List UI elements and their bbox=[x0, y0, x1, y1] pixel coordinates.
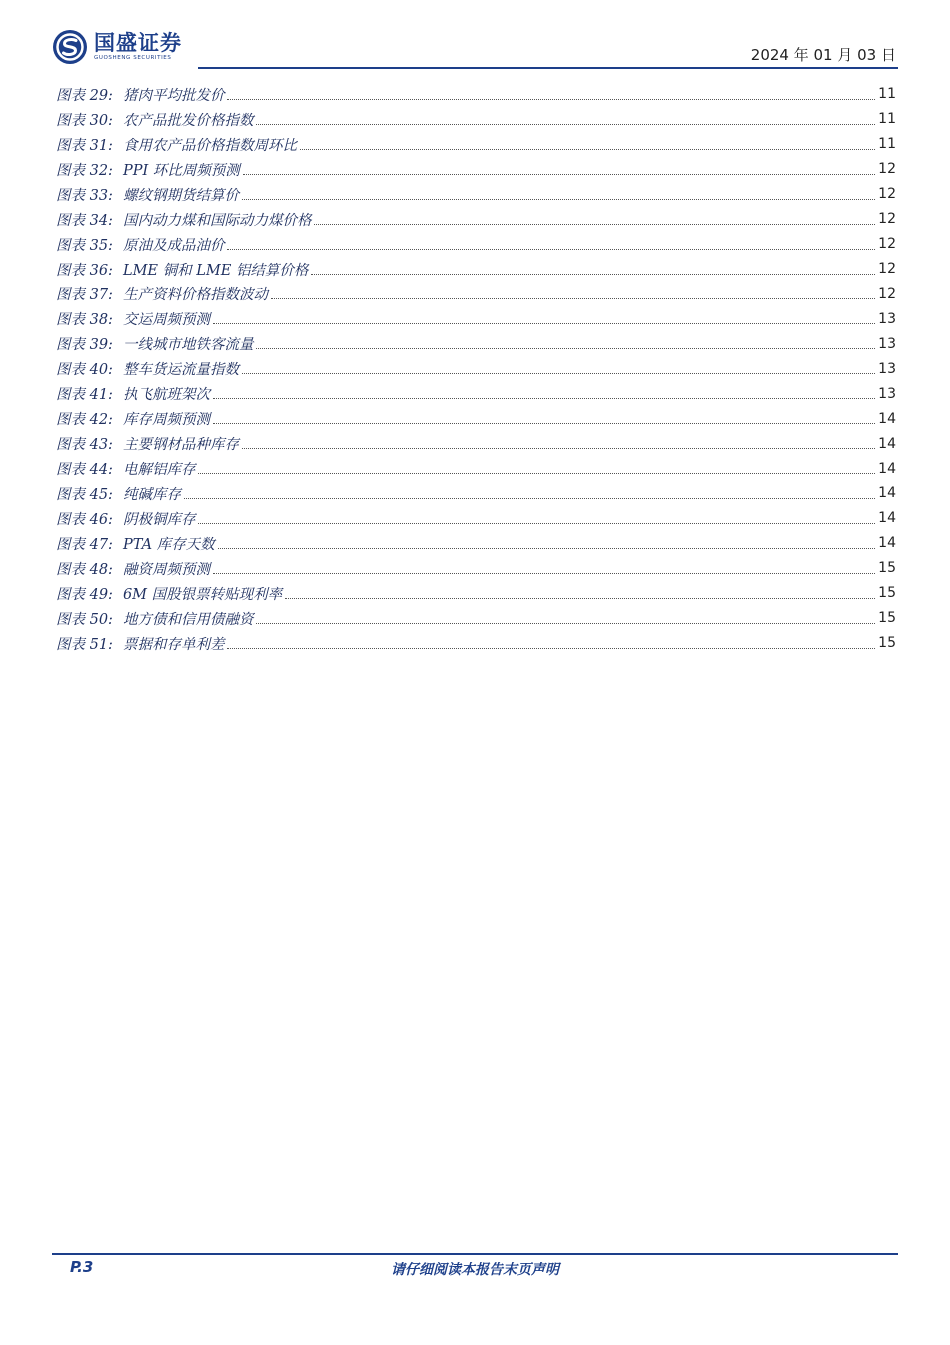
toc-leader-dots bbox=[227, 648, 875, 649]
toc-leader-dots bbox=[256, 623, 875, 624]
toc-figure-label: 图表 40: bbox=[56, 362, 113, 379]
toc-page-number: 12 bbox=[878, 186, 896, 203]
toc-page-number: 13 bbox=[878, 360, 896, 377]
toc-page-number: 14 bbox=[878, 410, 896, 427]
logo-english-name: GUOSHENG SECURITIES bbox=[94, 55, 172, 61]
toc-figure-title: 融资周频预测 bbox=[122, 561, 210, 578]
toc-page-number: 15 bbox=[878, 585, 896, 602]
toc-figure-label: 图表 43: bbox=[56, 437, 113, 454]
page-header bbox=[52, 28, 898, 70]
toc-page-number: 14 bbox=[878, 535, 896, 552]
toc-leader-dots bbox=[213, 323, 875, 324]
toc-entry[interactable] bbox=[56, 406, 896, 431]
toc-page-number: 12 bbox=[878, 211, 896, 228]
toc-figure-label: 图表 47: bbox=[56, 536, 113, 553]
toc-figure-title: 地方债和信用债融资 bbox=[122, 611, 254, 628]
toc-figure-title: 整车货运流量指数 bbox=[122, 362, 239, 379]
toc-entry[interactable] bbox=[56, 82, 896, 107]
toc-entry[interactable] bbox=[56, 631, 896, 656]
toc-leader-dots bbox=[227, 249, 875, 250]
toc-leader-dots bbox=[256, 348, 875, 349]
toc-figure-title: PPI 环比周频预测 bbox=[122, 162, 240, 179]
toc-figure-label: 图表 44: bbox=[56, 462, 113, 479]
toc-figure-label: 图表 31: bbox=[56, 137, 113, 154]
toc-page-number: 14 bbox=[878, 460, 896, 477]
toc-page-number: 11 bbox=[878, 111, 896, 128]
footer-divider bbox=[52, 1253, 898, 1255]
toc-entry[interactable] bbox=[56, 107, 896, 132]
toc-entry[interactable] bbox=[56, 306, 896, 331]
toc-entry[interactable] bbox=[56, 481, 896, 506]
figure-index-list bbox=[56, 82, 896, 656]
toc-entry[interactable] bbox=[56, 356, 896, 381]
toc-figure-label: 图表 35: bbox=[56, 237, 113, 254]
toc-figure-title: 一线城市地铁客流量 bbox=[122, 337, 254, 354]
toc-leader-dots bbox=[300, 149, 875, 150]
toc-figure-title: LME 铜和 LME 铝结算价格 bbox=[122, 262, 309, 279]
guosheng-logo-icon bbox=[52, 29, 88, 65]
toc-entry[interactable] bbox=[56, 232, 896, 257]
toc-entry[interactable] bbox=[56, 282, 896, 307]
toc-entry[interactable] bbox=[56, 182, 896, 207]
toc-page-number: 13 bbox=[878, 385, 896, 402]
toc-leader-dots bbox=[311, 274, 875, 275]
toc-entry[interactable] bbox=[56, 581, 896, 606]
toc-page-number: 12 bbox=[878, 236, 896, 253]
toc-page-number: 13 bbox=[878, 310, 896, 327]
toc-leader-dots bbox=[198, 473, 875, 474]
toc-leader-dots bbox=[271, 298, 875, 299]
toc-page-number: 11 bbox=[878, 86, 896, 103]
toc-page-number: 14 bbox=[878, 485, 896, 502]
toc-entry[interactable] bbox=[56, 381, 896, 406]
toc-entry[interactable] bbox=[56, 431, 896, 456]
disclaimer-text: 请仔细阅读本报告末页声明 bbox=[391, 1262, 559, 1278]
toc-figure-label: 图表 37: bbox=[56, 287, 113, 304]
toc-figure-label: 图表 33: bbox=[56, 187, 113, 204]
toc-leader-dots bbox=[213, 423, 875, 424]
toc-figure-title: 螺纹钢期货结算价 bbox=[122, 187, 239, 204]
page-number: P.3 bbox=[70, 1258, 94, 1276]
toc-figure-title: 阴极铜库存 bbox=[122, 511, 196, 528]
toc-figure-title: 主要钢材品种库存 bbox=[122, 437, 239, 454]
company-logo bbox=[52, 28, 182, 66]
toc-figure-title: 猪肉平均批发价 bbox=[122, 87, 225, 104]
toc-page-number: 12 bbox=[878, 285, 896, 302]
toc-leader-dots bbox=[213, 398, 875, 399]
toc-figure-title: 生产资料价格指数波动 bbox=[122, 287, 268, 304]
toc-figure-title: 食用农产品价格指数周环比 bbox=[122, 137, 297, 154]
toc-page-number: 13 bbox=[878, 335, 896, 352]
toc-leader-dots bbox=[243, 174, 875, 175]
toc-figure-label: 图表 45: bbox=[56, 486, 113, 503]
toc-leader-dots bbox=[218, 548, 876, 549]
toc-figure-label: 图表 32: bbox=[56, 162, 113, 179]
toc-page-number: 15 bbox=[878, 635, 896, 652]
toc-figure-label: 图表 46: bbox=[56, 511, 113, 528]
toc-entry[interactable] bbox=[56, 556, 896, 581]
toc-figure-title: PTA 库存天数 bbox=[122, 536, 215, 553]
toc-figure-title: 票据和存单利差 bbox=[122, 636, 225, 653]
toc-leader-dots bbox=[198, 523, 875, 524]
toc-leader-dots bbox=[242, 373, 875, 374]
toc-figure-label: 图表 51: bbox=[56, 636, 113, 653]
toc-leader-dots bbox=[314, 224, 875, 225]
toc-figure-label: 图表 29: bbox=[56, 87, 113, 104]
toc-figure-title: 农产品批发价格指数 bbox=[122, 112, 254, 129]
toc-page-number: 12 bbox=[878, 161, 896, 178]
toc-leader-dots bbox=[242, 199, 875, 200]
toc-entry[interactable] bbox=[56, 132, 896, 157]
toc-figure-title: 执飞航班架次 bbox=[122, 387, 210, 404]
report-date: 2024 年 01 月 03 日 bbox=[750, 46, 896, 64]
toc-figure-title: 国内动力煤和国际动力煤价格 bbox=[122, 212, 312, 229]
toc-entry[interactable] bbox=[56, 506, 896, 531]
toc-page-number: 14 bbox=[878, 435, 896, 452]
toc-figure-label: 图表 50: bbox=[56, 611, 113, 628]
toc-entry[interactable] bbox=[56, 257, 896, 282]
toc-page-number: 12 bbox=[878, 261, 896, 278]
toc-figure-label: 图表 30: bbox=[56, 112, 113, 129]
toc-page-number: 14 bbox=[878, 510, 896, 527]
toc-figure-title: 原油及成品油价 bbox=[122, 237, 225, 254]
toc-figure-title: 库存周频预测 bbox=[122, 412, 210, 429]
logo-chinese-name: 国盛证券 bbox=[94, 31, 182, 55]
toc-figure-title: 交运周频预测 bbox=[122, 312, 210, 329]
toc-figure-label: 图表 48: bbox=[56, 561, 113, 578]
toc-entry[interactable] bbox=[56, 606, 896, 631]
toc-figure-label: 图表 41: bbox=[56, 387, 113, 404]
toc-entry[interactable] bbox=[56, 157, 896, 182]
header-divider bbox=[198, 67, 898, 69]
toc-leader-dots bbox=[213, 573, 875, 574]
toc-leader-dots bbox=[184, 498, 875, 499]
toc-entry[interactable] bbox=[56, 456, 896, 481]
toc-figure-title: 6M 国股银票转贴现利率 bbox=[122, 586, 283, 603]
toc-leader-dots bbox=[256, 124, 875, 125]
toc-leader-dots bbox=[242, 448, 875, 449]
toc-page-number: 15 bbox=[878, 610, 896, 627]
toc-leader-dots bbox=[285, 598, 875, 599]
toc-figure-label: 图表 38: bbox=[56, 312, 113, 329]
toc-page-number: 15 bbox=[878, 560, 896, 577]
toc-figure-label: 图表 49: bbox=[56, 586, 113, 603]
toc-entry[interactable] bbox=[56, 207, 896, 232]
toc-entry[interactable] bbox=[56, 531, 896, 556]
toc-figure-title: 纯碱库存 bbox=[122, 486, 181, 503]
toc-entry[interactable] bbox=[56, 331, 896, 356]
toc-figure-label: 图表 39: bbox=[56, 337, 113, 354]
toc-figure-title: 电解铝库存 bbox=[122, 462, 196, 479]
toc-figure-label: 图表 36: bbox=[56, 262, 113, 279]
toc-figure-label: 图表 34: bbox=[56, 212, 113, 229]
toc-figure-label: 图表 42: bbox=[56, 412, 113, 429]
toc-page-number: 11 bbox=[878, 136, 896, 153]
toc-leader-dots bbox=[227, 99, 875, 100]
